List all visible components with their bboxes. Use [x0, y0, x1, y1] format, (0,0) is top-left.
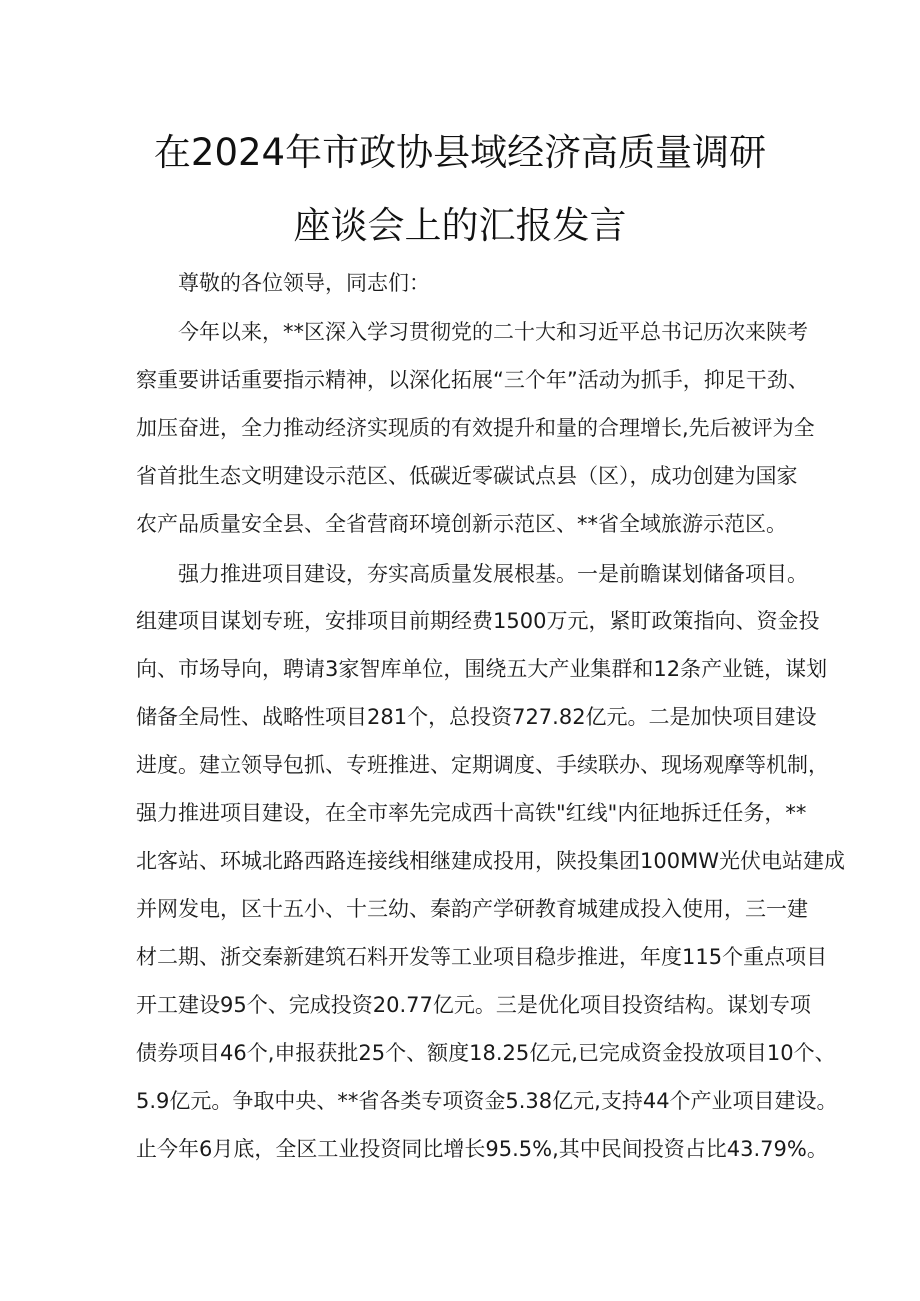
- paragraph-2-line: 材二期、浙交秦新建筑石料开发等工业项目稳步推进，年度115个重点项目: [136, 945, 828, 969]
- paragraph-1-line: 察重要讲话重要指示精神，以深化拓展“三个年”活动为抓手，抑足干劲、: [136, 368, 809, 392]
- paragraph-1-line: 加压奋进，全力推动经济实现质的有效提升和量的合理增长,先后被评为全: [136, 416, 815, 440]
- paragraph-1-line: 今年以来，**区深入学习贯彻党的二十大和习近平总书记历次来陕考: [178, 320, 808, 344]
- paragraph-2-line: 储备全局性、战略性项目281个，总投资727.82亿元。二是加快项目建设: [136, 705, 817, 729]
- paragraph-2-line: 开工建设95个、完成投资20.77亿元。三是优化项目投资结构。谋划专项: [136, 993, 811, 1017]
- paragraph-2-line: 强力推进项目建设，夯实高质量发展根基。一是前瞻谋划储备项目。: [178, 562, 808, 586]
- greeting: 尊敬的各位领导，同志们：: [178, 271, 430, 295]
- paragraph-2-line: 向、市场导向，聘请3家智库单位，围绕五大产业集群和12条产业链，谋划: [136, 657, 828, 681]
- paragraph-2-line: 并网发电，区十五小、十三幼、秦韵产学研教育城建成投入使用，三一建: [136, 897, 808, 921]
- paragraph-2-line: 进度。建立领导包抓、专班推进、定期调度、手续联办、现场观摩等机制，: [136, 753, 829, 777]
- document-title-line-1: 在2024年市政协县域经济高质量调研: [153, 131, 767, 174]
- paragraph-2-line: 强力推进项目建设，在全市率先完成西十高铁"红线"内征地拆迁任务，**: [136, 801, 807, 825]
- document-title-line-2: 座谈会上的汇报发言: [293, 204, 627, 247]
- paragraph-1-line: 农产品质量安全县、全省营商环境创新示范区、**省全域旅游示范区。: [136, 512, 787, 536]
- paragraph-2-line: 债券项目46个,申报获批25个、额度18.25亿元,已完成资金投放项目10个、: [136, 1041, 836, 1065]
- paragraph-2-line: 组建项目谋划专班，安排项目前期经费1500万元，紧盯政策指向、资金投: [136, 609, 820, 633]
- paragraph-2-line: 止今年6月底，全区工业投资同比增长95.5%,其中民间投资占比43.79%。: [136, 1137, 828, 1161]
- paragraph-2-line: 北客站、环城北路西路连接线相继建成投用，陕投集团100MW光伏电站建成: [136, 849, 845, 873]
- paragraph-2-line: 5.9亿元。争取中央、**省各类专项资金5.38亿元,支持44个产业项目建设。: [136, 1089, 838, 1113]
- paragraph-1-line: 省首批生态文明建设示范区、低碳近零碳试点县（区），成功创建为国家: [136, 464, 798, 488]
